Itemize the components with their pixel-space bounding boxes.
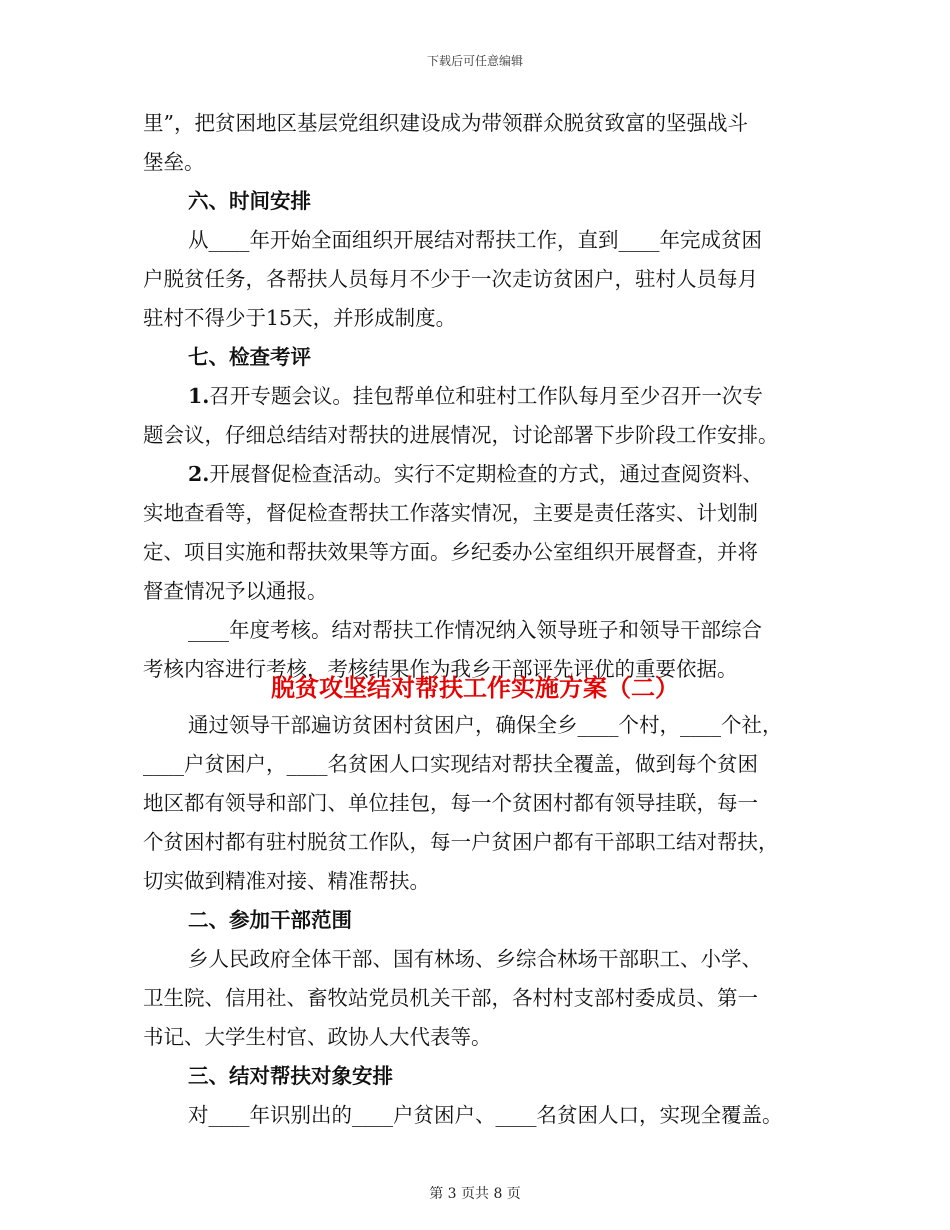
body-line: ____户贫困户，____名贫困人口实现结对帮扶全覆盖，做到每个贫困: [143, 752, 758, 776]
section-heading-schedule: 六、时间安排: [188, 189, 311, 213]
body-line: 书记、大学生村官、政协人大代表等。: [143, 1025, 492, 1049]
body-line: 实地查看等，督促检查帮扶工作落实情况，主要是责任落实、计划制: [143, 501, 758, 525]
numbered-item-2: [188, 454, 828, 494]
body-line: ____年度考核。结对帮扶工作情况纳入领导班子和领导干部综合: [188, 618, 762, 642]
body-line: 考核内容进行考核，考核结果作为我乡干部评先评优的重要依据。: [143, 657, 738, 681]
body-line: 乡人民政府全体干部、国有林场、乡综合林场干部职工、小学、: [188, 947, 762, 971]
body-line: 切实做到精准对接、精准帮扶。: [143, 869, 430, 893]
body-line: 个贫困村都有驻村脱贫工作队，每一户贫困户都有干部职工结对帮扶，: [143, 830, 779, 854]
item-text: 开展督促检查活动。实行不定期检查的方式，通过查阅资料、: [209, 462, 763, 486]
item-number: 1.: [188, 384, 210, 408]
section-heading-inspection: 七、检查考评: [188, 345, 311, 369]
section-heading-scope: 二、参加干部范围: [188, 908, 352, 932]
body-line: 题会议，仔细总结结对帮扶的进展情况，讨论部署下步阶段工作安排。: [143, 423, 779, 447]
page-footer-number: 第 3 页共 8 页: [429, 1186, 521, 1202]
body-line: 堡垒。: [143, 150, 205, 174]
body-line: 驻村不得少于15天，并形成制度。: [143, 306, 457, 330]
body-line: 通过领导干部遍访贫困村贫困户，确保全乡____个村，____个社，: [188, 713, 783, 737]
body-line: 定、项目实施和帮扶效果等方面。乡纪委办公室组织开展督查，并将: [143, 540, 758, 564]
item-text: 召开专题会议。挂包帮单位和驻村工作队每月至少召开一次专: [209, 384, 763, 408]
item-number: 2.: [188, 462, 210, 486]
body-line: 卫生院、信用社、畜牧站党员机关干部，各村村支部村委成员、第一: [143, 986, 758, 1010]
document-title: 脱贫攻坚结对帮扶工作实施方案（二）: [271, 673, 679, 702]
section-heading-targets: 三、结对帮扶对象安排: [188, 1064, 393, 1088]
numbered-item-1: [188, 376, 828, 416]
body-line: 督查情况予以通报。: [143, 579, 328, 603]
body-line: 对____年识别出的____户贫困户、____名贫困人口，实现全覆盖。: [188, 1103, 783, 1127]
body-line: 地区都有领导和部门、单位挂包，每一个贫困村都有领导挂联，每一: [143, 791, 758, 815]
body-line: 户脱贫任务，各帮扶人员每月不少于一次走访贫困户，驻村人员每月: [143, 267, 758, 291]
page-header-note: 下载后可任意编辑: [426, 54, 523, 68]
body-line: 里”，把贫困地区基层党组织建设成为带领群众脱贫致富的坚强战斗: [143, 111, 748, 135]
body-line: 从____年开始全面组织开展结对帮扶工作，直到____年完成贫困: [188, 228, 762, 252]
